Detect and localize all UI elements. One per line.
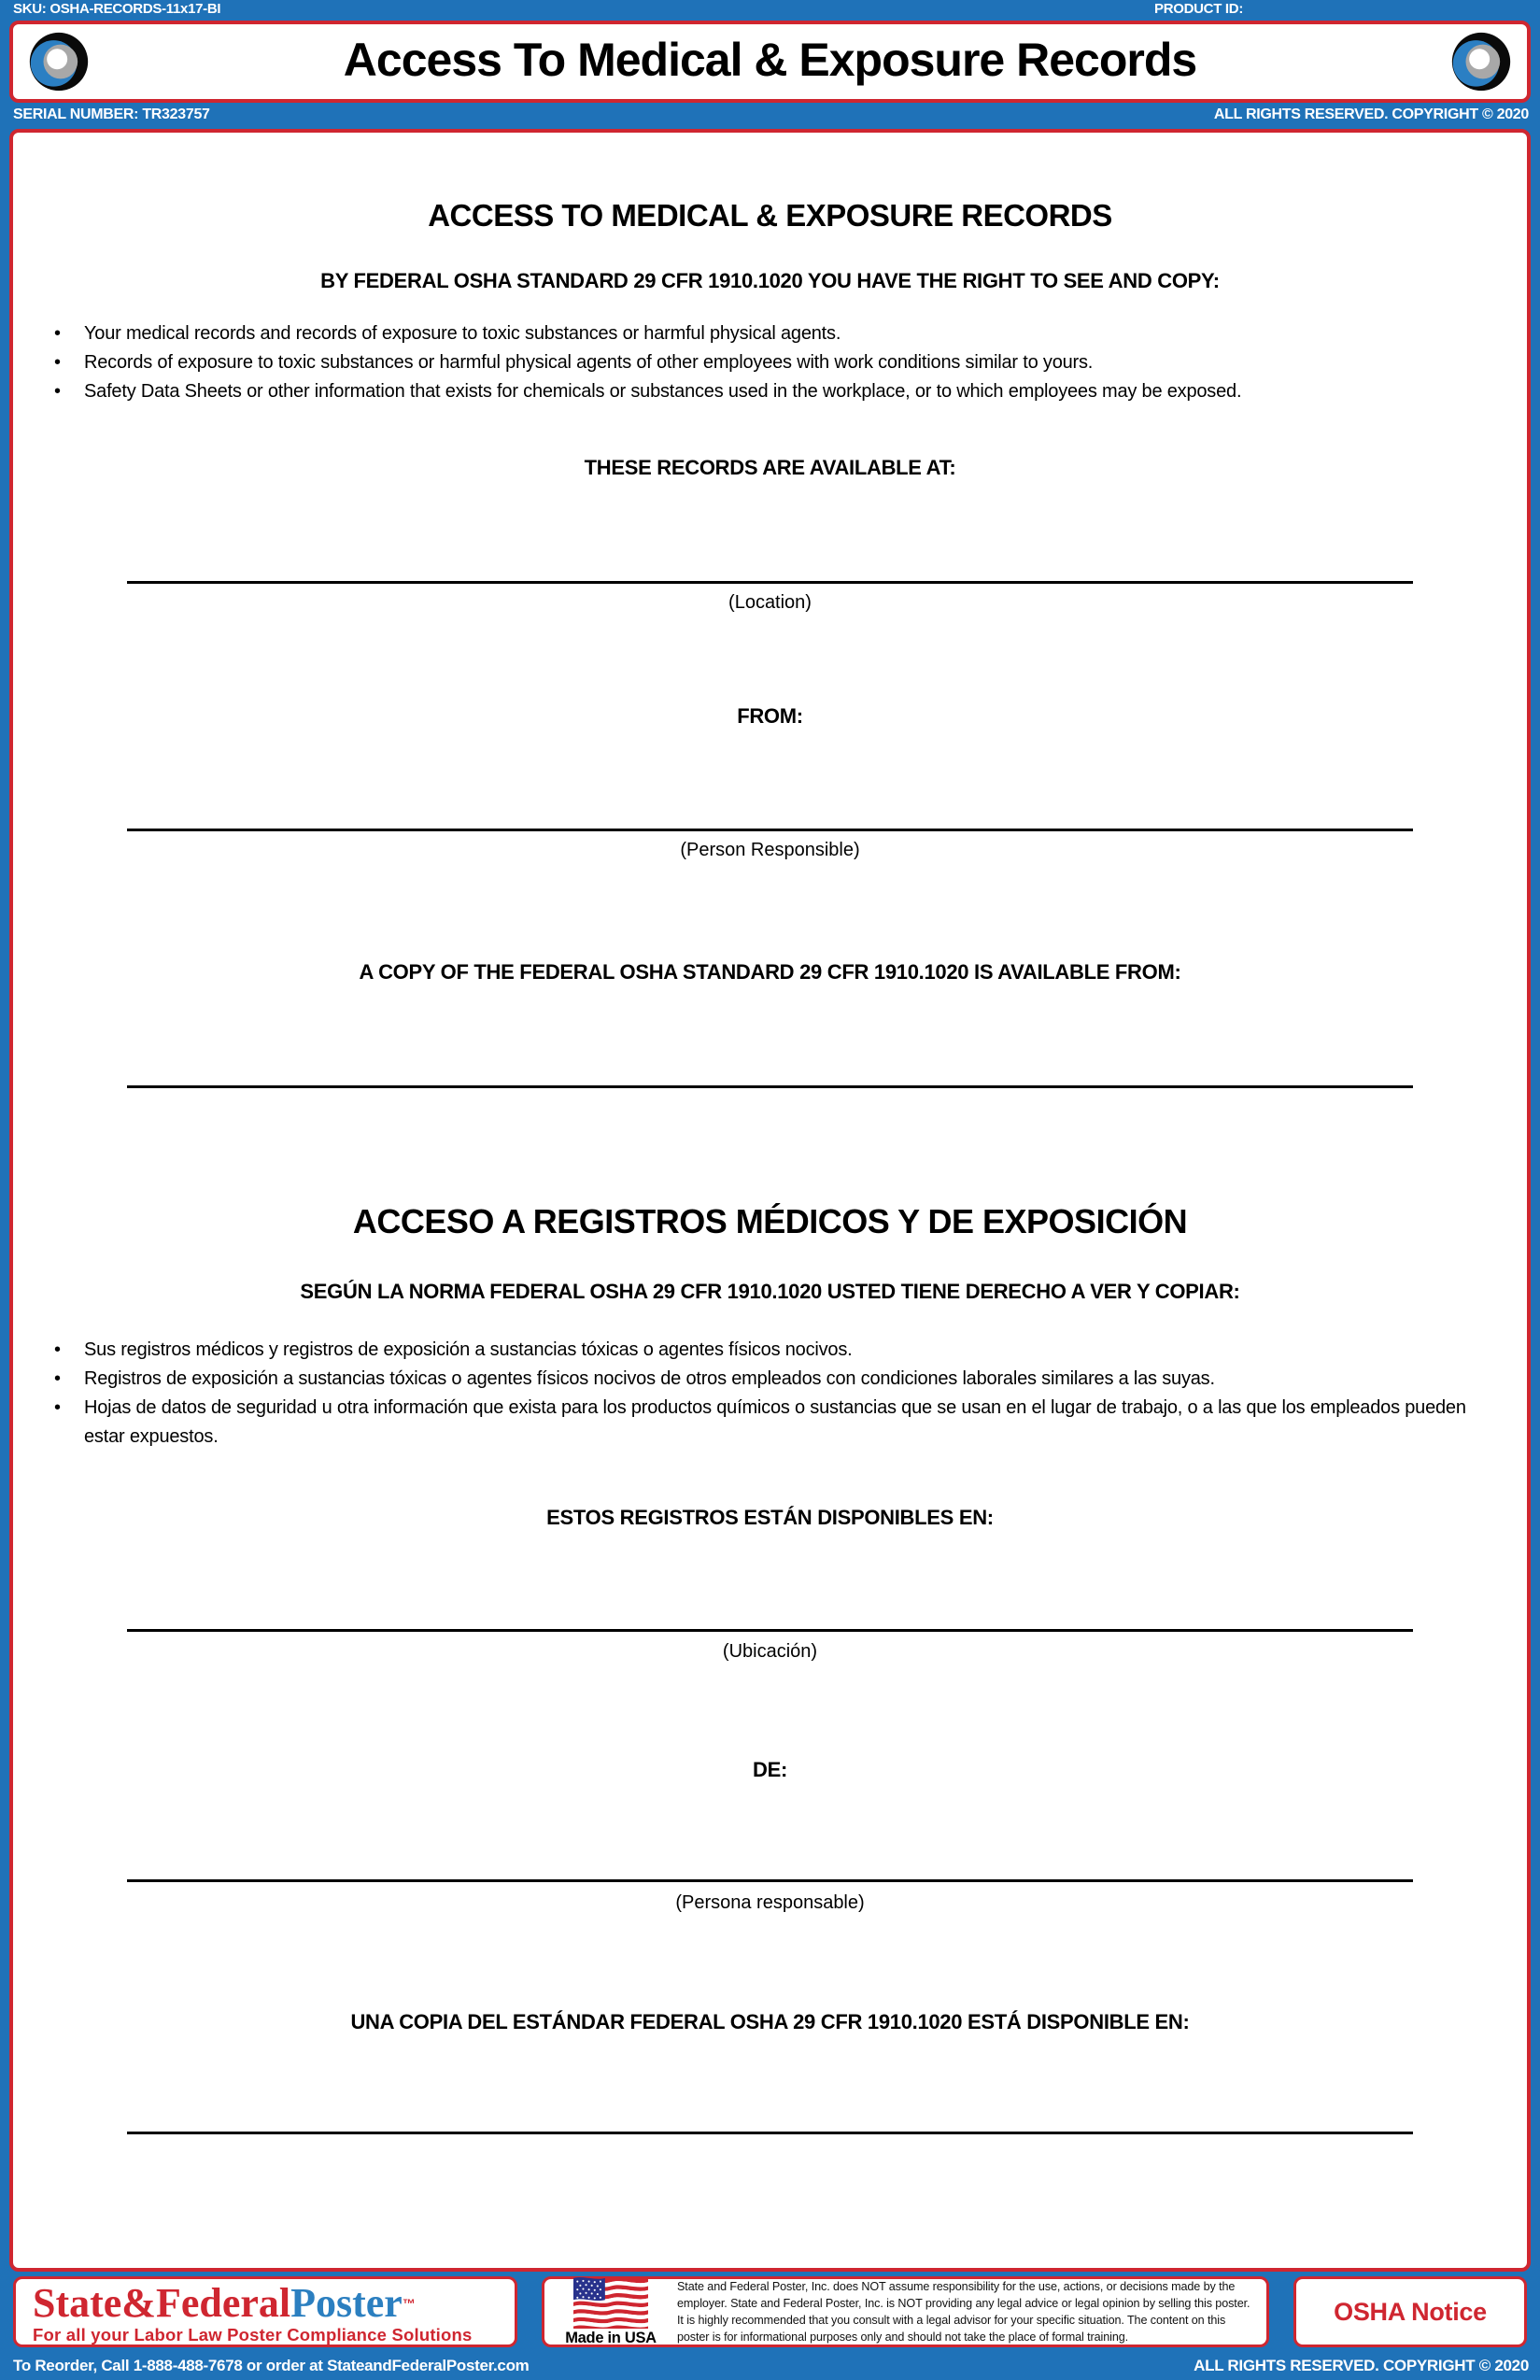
records-available-label-en: THESE RECORDS ARE AVAILABLE AT: — [584, 456, 956, 479]
person-caption-en: (Person Responsible) — [680, 840, 860, 860]
trademark-symbol: ™ — [402, 2295, 416, 2311]
serial-number: SERIAL NUMBER: TR323757 — [13, 106, 210, 122]
product-id-label: PRODUCT ID: — [1154, 1, 1244, 17]
title-box — [9, 21, 1531, 103]
english-subheading: BY FEDERAL OSHA STANDARD 29 CFR 1910.1020 YOU HAVE THE RIGHT TO SEE AND COPY: — [320, 269, 1220, 292]
english-bullet-1: • Your medical records and records of exposure to toxic substances or harmful physical agents. — [41, 319, 1499, 348]
copy-blank-line-es — [127, 2132, 1413, 2134]
made-in-usa-label: Made in USA — [565, 2330, 657, 2346]
top-bar — [0, 0, 1540, 21]
person-caption-es: (Persona responsable) — [675, 1892, 865, 1913]
location-caption-en: (Location) — [728, 592, 812, 613]
poster-title: Access To Medical & Exposure Records — [343, 34, 1197, 86]
location-blank-line-en — [127, 581, 1413, 584]
footer-band — [0, 2272, 1540, 2354]
location-caption-es: (Ubicación) — [722, 1641, 818, 1662]
english-bullet-list — [41, 319, 1499, 406]
brand-tagline: For all your Labor Law Poster Compliance Solutions — [33, 2324, 473, 2345]
from-label-en: FROM: — [737, 704, 803, 728]
legal-disclaimer: State and Federal Poster, Inc. does NOT assume responsibility for the use, actions, or decisions made by the employer. State and Federal Poster, Inc. is NOT providing any legal advice or legal opinion by selling this poster. It is highly recommended that you consult with a legal advisor for your specific situation. The content on this poster is for informational purposes only and should not take the place of formal training. — [677, 2280, 1250, 2344]
poster-body — [9, 129, 1531, 2272]
usa-flag-icon — [558, 2276, 663, 2329]
brand-part-2: Poster — [290, 2279, 403, 2326]
sku-label: SKU: OSHA-RECORDS-11x17-BI — [13, 1, 221, 17]
spanish-subheading: SEGÚN LA NORMA FEDERAL OSHA 29 CFR 1910.1020 USTED TIENE DERECHO A VER Y COPIAR: — [300, 1280, 1240, 1303]
location-blank-line-es — [127, 1629, 1413, 1632]
person-blank-line-en — [127, 829, 1413, 831]
brand-logo — [33, 2279, 505, 2326]
title-band — [0, 21, 1540, 103]
copy-available-label-en: A COPY OF THE FEDERAL OSHA STANDARD 29 CFR 1910.1020 IS AVAILABLE FROM: — [359, 960, 1181, 984]
grommet-icon — [28, 31, 90, 92]
spanish-bullet-1: • Sus registros médicos y registros de exposición a sustancias tóxicas o agentes físicos nocivos. — [41, 1336, 1499, 1365]
spanish-bullet-list — [41, 1336, 1499, 1452]
spanish-bullet-2: • Registros de exposición a sustancias tóxicas o agentes físicos nocivos de otros empleados con condiciones laborales similares a las suyas. — [41, 1365, 1499, 1394]
copyright-top: ALL RIGHTS RESERVED. COPYRIGHT © 2020 — [1213, 106, 1529, 122]
brand-logo-box — [13, 2276, 517, 2347]
serial-bar — [0, 103, 1540, 129]
made-in-usa-block — [556, 2276, 666, 2347]
osha-notice-badge — [1293, 2276, 1527, 2347]
disclaimer-box — [542, 2276, 1269, 2347]
osha-notice-label: OSHA Notice — [1334, 2297, 1487, 2326]
reorder-info: To Reorder, Call 1-888-488-7678 or order at StateandFederalPoster.com — [13, 2357, 530, 2374]
spanish-heading: ACCESO A REGISTROS MÉDICOS Y DE EXPOSICIÓN — [352, 1202, 1188, 1240]
copy-available-label-es: UNA COPIA DEL ESTÁNDAR FEDERAL OSHA 29 CFR 1910.1020 ESTÁ DISPONIBLE EN: — [350, 2010, 1190, 2033]
english-bullet-2: • Records of exposure to toxic substances or harmful physical agents of other employees with work conditions similar to yours. — [41, 348, 1499, 377]
grommet-icon — [1450, 31, 1512, 92]
person-blank-line-es — [127, 1879, 1413, 1882]
from-label-es: DE: — [753, 1758, 787, 1781]
copyright-bottom: ALL RIGHTS RESERVED. COPYRIGHT © 2020 — [1194, 2357, 1529, 2374]
bottom-bar — [0, 2354, 1540, 2380]
spanish-bullet-3: • Hojas de datos de seguridad u otra información que exista para los productos químicos o sustancias que se usan en el lugar de trabajo, o a las que los empleados pueden estar expuestos. — [41, 1394, 1499, 1452]
copy-blank-line-en — [127, 1085, 1413, 1088]
english-bullet-3: • Safety Data Sheets or other information that exists for chemicals or substances used in the workplace, or to which employees may be exposed. — [41, 377, 1499, 406]
english-heading: ACCESS TO MEDICAL & EXPOSURE RECORDS — [428, 198, 1112, 233]
brand-part-1: State&Federal — [33, 2279, 291, 2326]
records-available-label-es: ESTOS REGISTROS ESTÁN DISPONIBLES EN: — [546, 1506, 994, 1529]
